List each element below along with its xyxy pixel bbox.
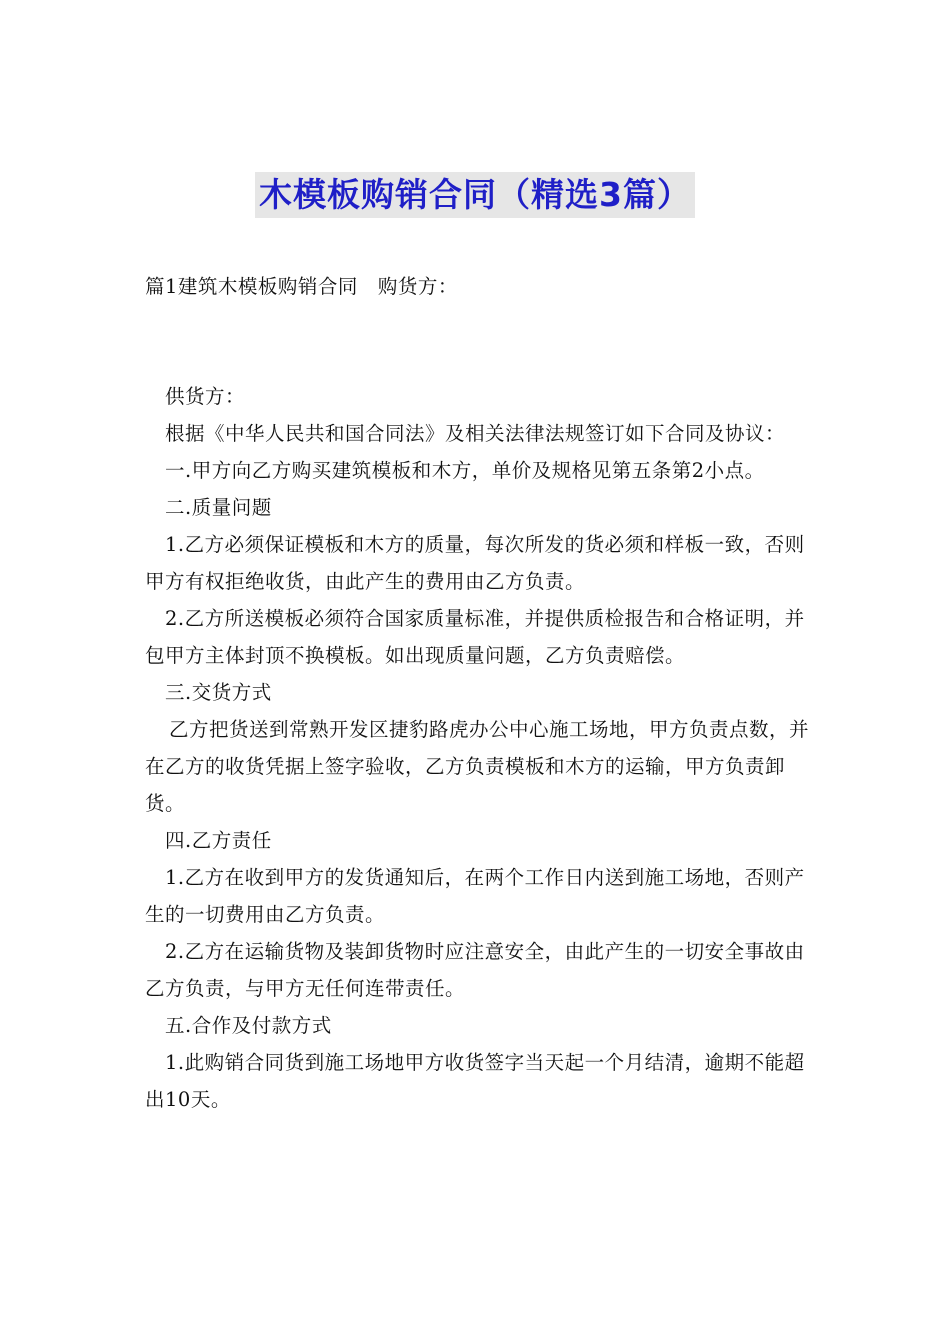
paragraph-clause-5-heading: 五.合作及付款方式: [165, 1014, 332, 1037]
contract-body: [145, 378, 815, 1118]
paragraph-clause-4-heading: 四.乙方责任: [165, 829, 272, 852]
document-title: 木模板购销合同（精选3篇）: [255, 172, 695, 218]
paragraph-clause-5-1: 1.此购销合同货到施工场地甲方收货签字当天起一个月结清，逾期不能超出10天。: [145, 1051, 805, 1111]
paragraph-clause-1: 一.甲方向乙方购买建筑模板和木方，单价及规格见第五条第2小点。: [165, 459, 765, 482]
paragraph-basis: 根据《中华人民共和国合同法》及相关法律法规签订如下合同及协议：: [165, 422, 786, 445]
paragraph-supplier: 供货方：: [165, 385, 246, 408]
paragraph-clause-3-heading: 三.交货方式: [165, 681, 272, 704]
paragraph-clause-2-heading: 二.质量问题: [165, 496, 272, 519]
paragraph-clause-2-2: 2.乙方所送模板必须符合国家质量标准，并提供质检报告和合格证明，并包甲方主体封顶不换模板。如出现质量问题，乙方负责赔偿。: [145, 607, 805, 667]
paragraph-clause-4-2: 2.乙方在运输货物及装卸货物时应注意安全，由此产生的一切安全事故由乙方负责，与甲方无任何连带责任。: [145, 940, 805, 1000]
paragraph-clause-3-body: 乙方把货送到常熟开发区捷豹路虎办公中心施工场地，甲方负责点数，并在乙方的收货凭据上签字验收，乙方负责模板和木方的运输，甲方负责卸货。: [145, 718, 810, 815]
section-heading: 篇1建筑木模板购销合同 购货方：: [145, 275, 458, 298]
paragraph-clause-2-1: 1.乙方必须保证模板和木方的质量，每次所发的货必须和样板一致，否则甲方有权拒绝收货，由此产生的费用由乙方负责。: [145, 533, 805, 593]
title-container: [0, 172, 950, 218]
paragraph-clause-4-1: 1.乙方在收到甲方的发货通知后，在两个工作日内送到施工场地，否则产生的一切费用由乙方负责。: [145, 866, 805, 926]
heading-line-container: [145, 268, 815, 305]
